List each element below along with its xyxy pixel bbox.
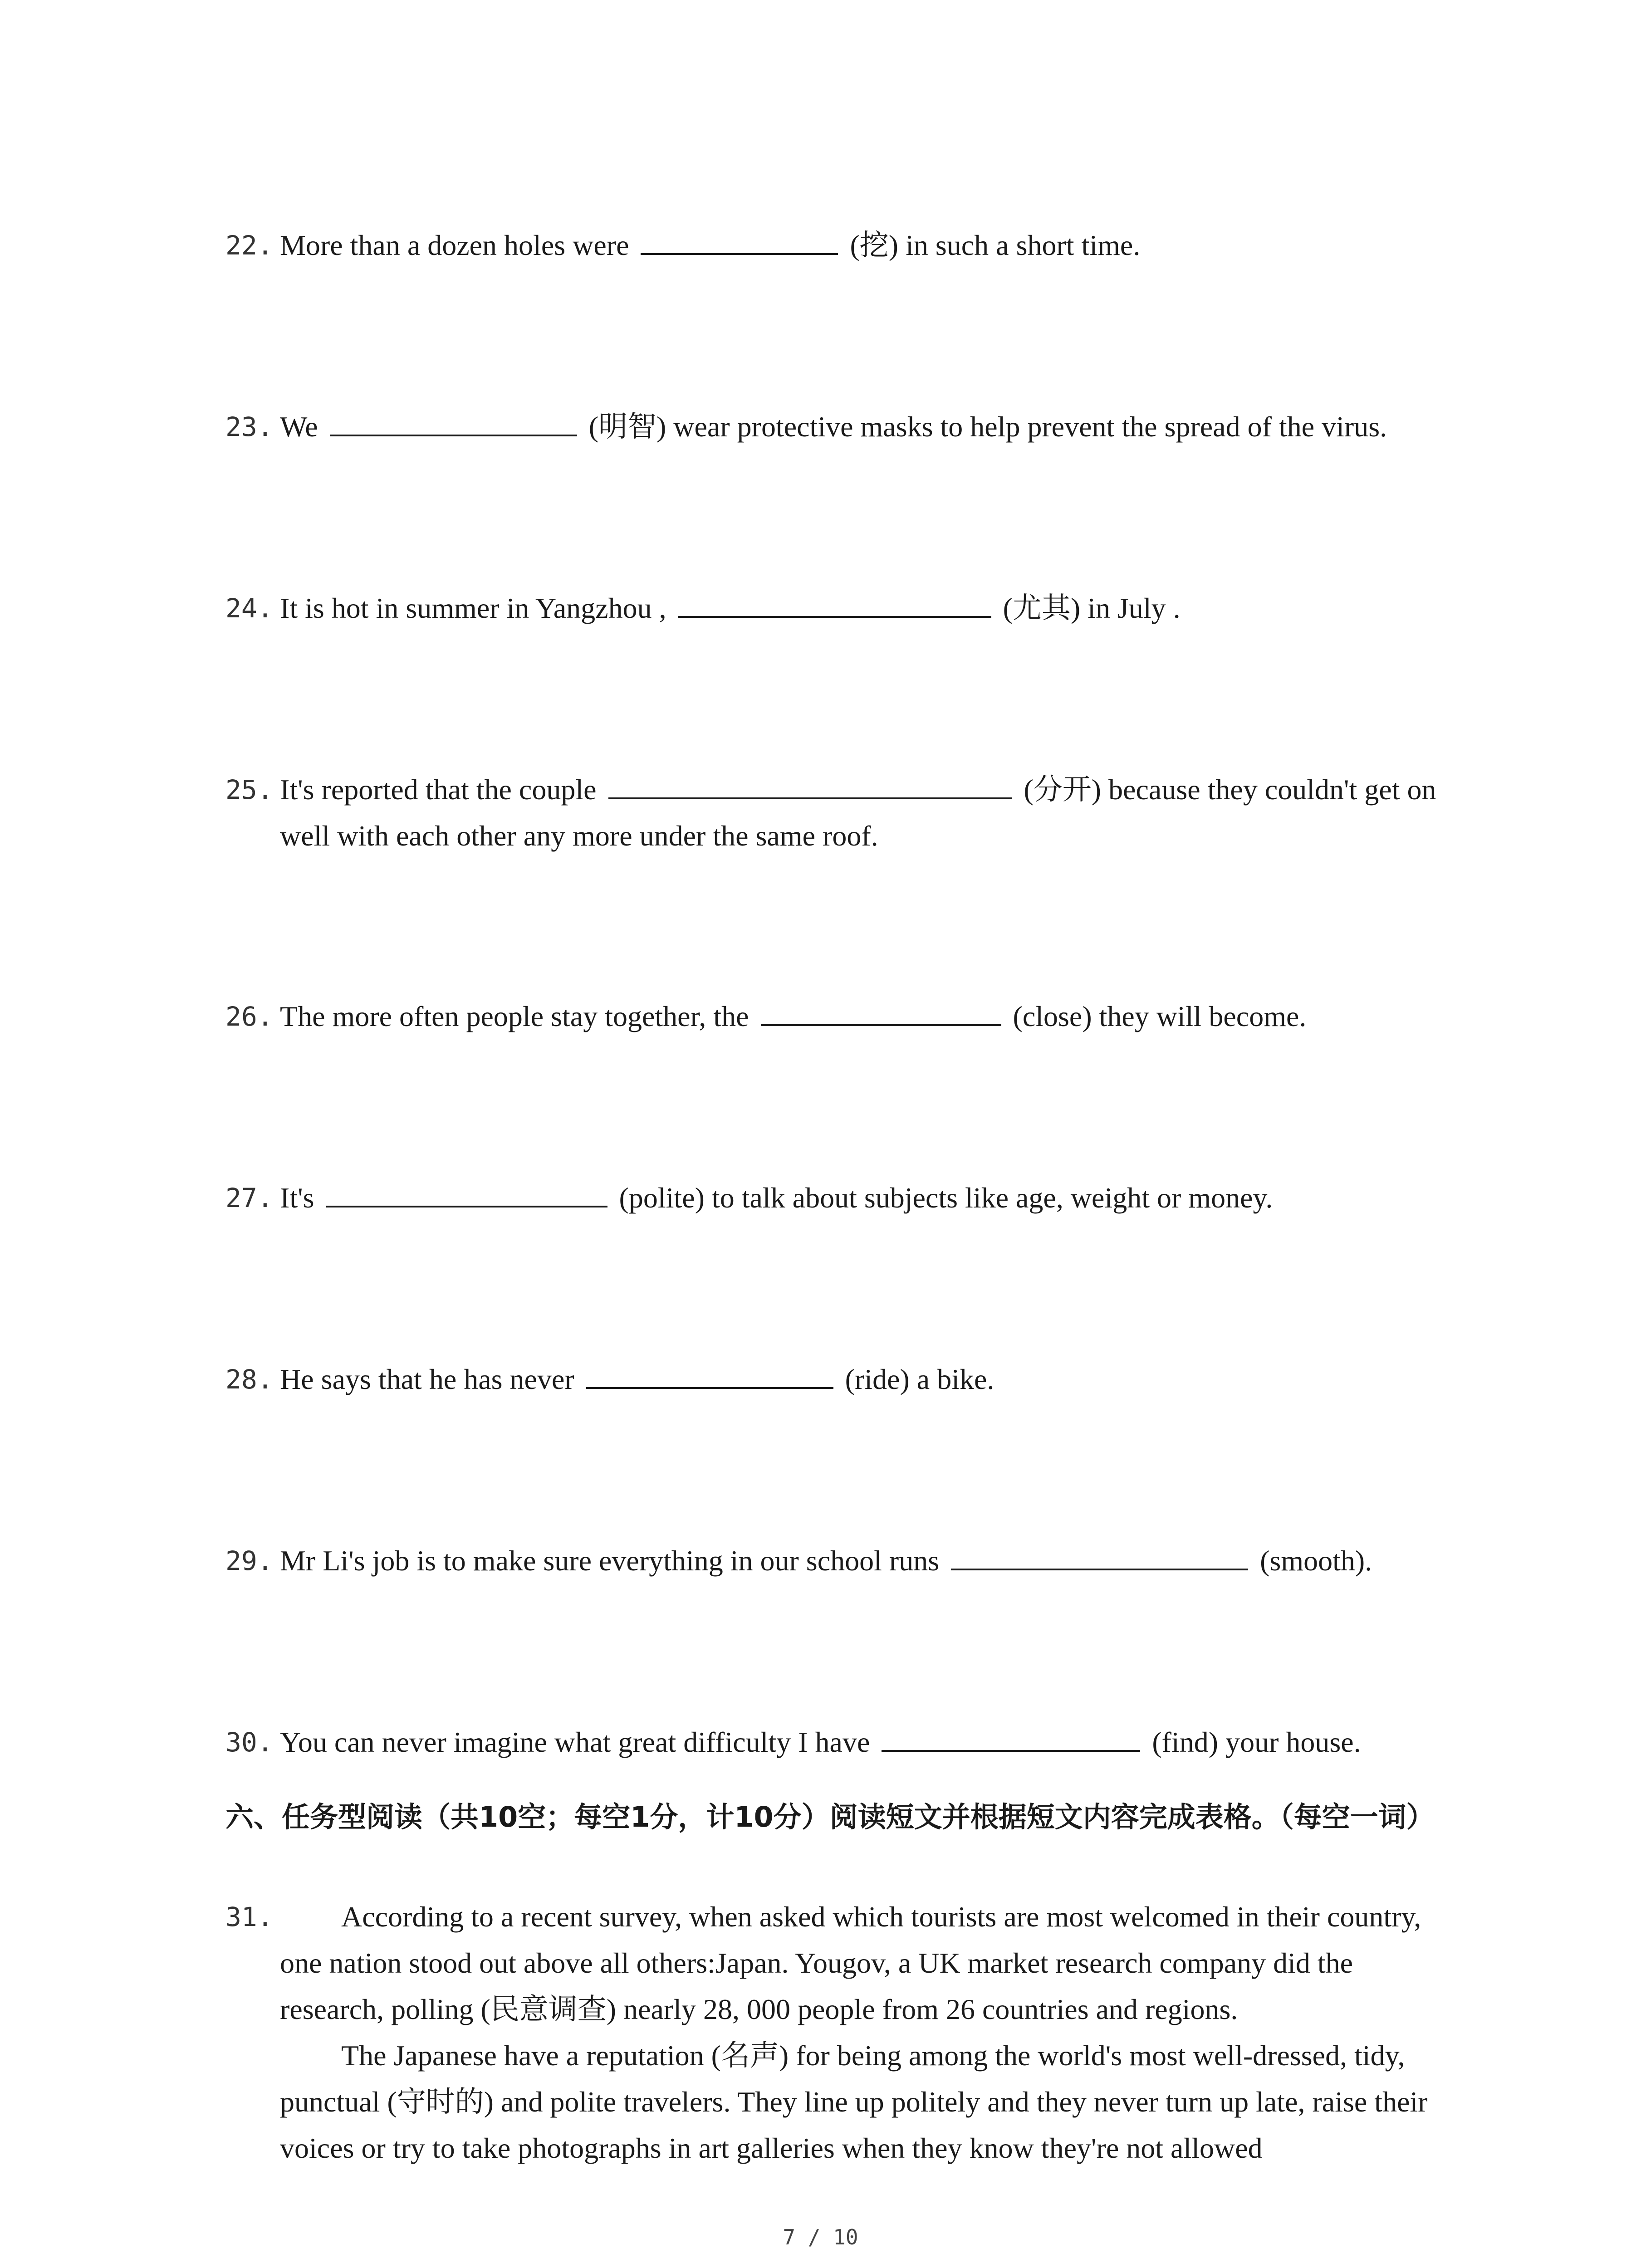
question-number: 28.: [225, 1364, 273, 1395]
question-text-after: (polite) to talk about subjects like age, weight or money.: [619, 1182, 1273, 1214]
answer-blank[interactable]: [761, 998, 1001, 1026]
answer-blank[interactable]: [882, 1724, 1140, 1752]
question-24: [225, 585, 1460, 631]
question-number: 24.: [225, 593, 273, 624]
reading-passage: [225, 1894, 1460, 2171]
question-text-before: It is hot in summer in Yangzhou ,: [280, 592, 666, 624]
answer-blank[interactable]: [641, 227, 838, 255]
question-27: [225, 1175, 1460, 1221]
question-number: 25.: [225, 774, 273, 805]
answer-blank[interactable]: [330, 408, 577, 436]
answer-blank[interactable]: [586, 1361, 833, 1389]
question-28: [225, 1356, 1460, 1403]
question-number: 22.: [225, 230, 273, 261]
section-heading: 六、任务型阅读（共10空；每空1分，计10分）阅读短文并根据短文内容完成表格。（每空一词）: [225, 1800, 1435, 1833]
question-text-after: (close) they will become.: [1013, 1000, 1307, 1032]
passage-paragraph-1: According to a recent survey, when asked which tourists are most welcomed in their country, one nation stood out above all others:Japan. Yougov, a UK market research company did the research, polling (民意调查) nearly 28, 000 people from 26 countries and regions.: [280, 1901, 1421, 2025]
question-text-after: (尤其) in July .: [1003, 592, 1181, 624]
question-text-before: The more often people stay together, the: [280, 1000, 749, 1032]
answer-blank[interactable]: [326, 1179, 607, 1207]
answer-blank[interactable]: [678, 590, 991, 618]
answer-blank[interactable]: [608, 771, 1012, 799]
question-text-after: (明智) wear protective masks to help prevent the spread of the virus.: [588, 411, 1387, 443]
page-number: 7 / 10: [783, 2225, 858, 2249]
question-text-after: (find) your house.: [1152, 1726, 1361, 1758]
question-text-after: (挖) in such a short time.: [850, 229, 1141, 261]
question-number: 26.: [225, 1001, 273, 1032]
question-30: [225, 1719, 1460, 1765]
question-number: 31.: [225, 1901, 273, 1932]
question-text-before: Mr Li's job is to make sure everything in our school runs: [280, 1545, 940, 1577]
question-text-before: It's: [280, 1182, 314, 1214]
question-text-after: (smooth).: [1260, 1545, 1372, 1577]
question-text-before: It's reported that the couple: [280, 773, 597, 806]
question-text-after: (ride) a bike.: [845, 1363, 994, 1395]
question-number: 29.: [225, 1545, 273, 1576]
question-number: 23.: [225, 411, 273, 442]
question-23: [225, 404, 1460, 450]
question-text-after: (分开) because they couldn't get on well with each other any more under the same roof.: [280, 773, 1436, 852]
question-22: [225, 222, 1460, 269]
question-26: [225, 993, 1460, 1040]
question-25: [225, 767, 1460, 859]
question-number: 30.: [225, 1727, 273, 1758]
passage-paragraph-2: The Japanese have a reputation (名声) for being among the world's most well-dressed, tidy, punctual (守时的) and polite travelers. They line up politely and they never turn up late, raise their voices or try to take photographs in art galleries when they know they're not allowed: [280, 2039, 1428, 2164]
question-text-before: We: [280, 411, 318, 443]
question-text-before: You can never imagine what great difficulty I have: [280, 1726, 870, 1758]
question-29: [225, 1538, 1460, 1584]
answer-blank[interactable]: [951, 1542, 1248, 1570]
question-text-before: He says that he has never: [280, 1363, 574, 1395]
question-text-before: More than a dozen holes were: [280, 229, 629, 261]
question-number: 27.: [225, 1183, 273, 1213]
